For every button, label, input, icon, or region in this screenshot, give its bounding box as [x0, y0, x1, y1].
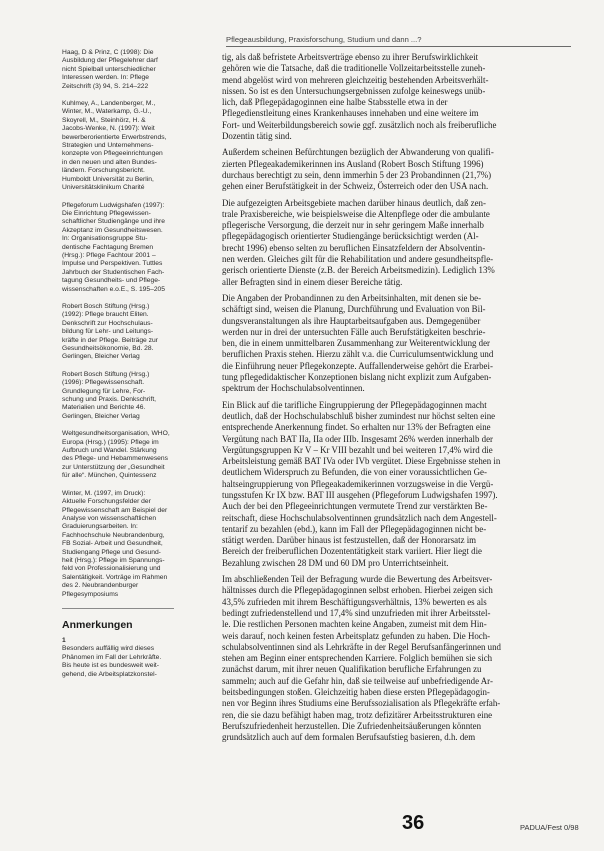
footnote	[62, 637, 192, 679]
paragraph	[222, 574, 574, 743]
text-line: wissenschaften e.o.E., S. 195–205	[62, 285, 165, 293]
text-line: feld von Professionalisierung und	[62, 565, 161, 573]
paragraph	[222, 52, 574, 142]
text-line: nen werden. Gleiches gilt für die Rehabilitation und andere gesundheitspfle-	[222, 254, 494, 265]
text-line: beitsbedingungen stoßen. Gleichzeitig haben diese ersten Pflegepädagogin-	[222, 687, 490, 698]
footnote-number: 1	[62, 636, 66, 644]
text-line: stätigt werden. Darüber hinaus ist festzustellen, daß der Honorarsatz im	[222, 535, 477, 546]
text-line: grundsätzlich auch auf dem formalen Berufsaufstieg basieren, d.h. dem	[222, 732, 476, 743]
text-line: Berufszufriedenheit herzustellen. Die Zufriedenheitsäußerungen könnten	[222, 720, 482, 731]
text-line: deutlich, daß der Hochschulabschluß bisher zumindest nur höchst selten eine	[222, 410, 496, 421]
text-line: ländern. Forschungsbericht.	[62, 167, 145, 175]
text-line: Im abschließenden Teil der Befragung wurde die Bewertung des Arbeitsver-	[222, 574, 493, 585]
text-line: pflegepädagogisch orientierter Studiengänge berücksichtigt werden (Al-	[222, 231, 479, 242]
text-line: Europa (Hrsg.) (1995): Pflege im	[62, 438, 159, 446]
text-line: Fort- und Weiterbildungsbereich sowie ggf. zusätzlich noch als freiberufliche	[222, 119, 497, 130]
text-line: 43,5% zufrieden mit ihrem Beschäftigungsverhältnis, 13% bewerten es als	[222, 596, 487, 607]
paragraph	[222, 198, 574, 288]
text-line: Ausbildung der Pflegelehrer darf	[62, 57, 158, 65]
text-line: ren, die sie dazu befähigt haben mag, trotz defizitärer Arbeitsstrukturen eine	[222, 709, 493, 720]
paragraph	[222, 293, 574, 395]
text-line: beruflichen Praxis stehen. Hierzu zählt v.a. die Curriculumsentwicklung und	[222, 349, 494, 360]
text-line: dentische Fachtagung Bremen	[62, 243, 154, 251]
text-line: Pflegeforum Ludwigshafen (1997):	[62, 201, 165, 209]
text-line: tungsstufen Kr IX bzw. BAT III ausgehen (Pflegeforum Ludwigshafen 1997).	[222, 489, 498, 500]
text-line: Gerlingen, Bleicher Verlag	[62, 412, 140, 420]
text-line: Robert Bosch Stiftung (Hrsg.)	[62, 302, 150, 310]
text-line: tung pflegedidaktischer Konzeptionen bislang nicht explizit zum Aufgaben-	[222, 372, 492, 383]
text-line: Interessen werden. In: Pflege	[62, 74, 149, 82]
reference-entry	[62, 430, 192, 480]
text-line: zierten Pflegeakademikerinnen ins Ausland (Robert Bosch Stiftung 1996)	[222, 158, 484, 169]
text-line: Pflegewissenschaft am Beispiel der	[62, 506, 168, 514]
footer-brand: PADUA/Fest 0/98	[520, 823, 579, 832]
text-line: Aufbruch und Wandel. Stärkung	[62, 447, 157, 455]
text-line: brecht 1996) ebenso selten zu beruflichen Einsatzfeldern der Absolventin-	[222, 242, 486, 253]
text-line: tig, als daß befristete Arbeitsverträge ebenso zu ihrer Berufswirklichkeit	[222, 52, 479, 62]
text-line: Denkschrift zur Hochschulaus-	[62, 319, 153, 327]
text-line: Dozentin tätig sind.	[222, 131, 292, 142]
text-line: des Pflege- und Hebammenwesens	[62, 455, 168, 463]
text-line: Die aufgezeigten Arbeitsgebiete machen darüber hinaus deutlich, daß zen-	[222, 197, 486, 208]
text-line: tentarif zu bezahlen (ebd.), kann im Fall der Pflegepädagoginnen nicht be-	[222, 523, 487, 534]
text-line: Universitätsklinikum Charité	[62, 184, 145, 192]
text-line: des 2. Neubrandenburger	[62, 582, 139, 590]
reference-entry	[62, 202, 192, 294]
text-line: werden nur in drei der untersuchten Fälle auch Berufstätigkeiten beschrie-	[222, 326, 486, 337]
text-line: die Einführung neuer Pflegekonzepte. Auffallenderweise gehört die Erarbei-	[222, 360, 493, 371]
text-line: Skoyrell, M., Steinhörz, H. &	[62, 116, 146, 124]
text-line: le. Die restlichen Personen machten keine Angaben, zumeist mit dem Hin-	[222, 619, 487, 630]
text-line: Grundlegung für Lehre, For-	[62, 387, 146, 395]
text-line: schulabsolventinnen sind als Lehrkräfte in der Regel Berufsanfängerinnen und	[222, 641, 501, 652]
text-line: Ein Blick auf die tarifliche Eingruppierung der Pflegepädagoginnen macht	[222, 399, 487, 410]
text-line: bewerberorientierte Erwerbstrends,	[62, 133, 167, 141]
text-line: spektrum der Hochschulabsolventinnen.	[222, 383, 365, 394]
text-line: haltseingruppierung von Pflegeakademikerinnen vorzugsweise in die Vergü-	[222, 478, 494, 489]
text-line: Zeitschrift (3) 94, S. 214–222	[62, 82, 149, 90]
text-line: reitschaft, diese Hochschulabsolventinnen grundsätzlich nach dem Angestell-	[222, 512, 497, 523]
page-number: 36	[402, 812, 425, 834]
text-line: deutlichem Widerspruch zu Befunden, die von einer voraussichtlichen Ge-	[222, 467, 487, 478]
text-line: In: Organisationsgruppe Stu-	[62, 235, 148, 243]
text-line: Impulse und Perspektiven. Tuttles	[62, 260, 163, 268]
text-line: Akzeptanz im Gesundheitswesen.	[62, 226, 163, 234]
text-line: Strategien und Unternehmens-	[62, 142, 154, 150]
text-line: Vergütung nach BAT IIa, IIa oder IIIb. Insgesamt 26% werden innerhalb der	[222, 433, 494, 444]
text-line: für alle“. München, Quintessenz	[62, 472, 157, 480]
text-line: stehen am Beginn einer entsprechenden Karriere. Folglich bemühen sie sich	[222, 653, 493, 664]
text-line: heit (Hrsg.): Pflege im Spannungs-	[62, 556, 165, 564]
text-line: gerisch orientierte Dienste (z.B. der Bereich Arbeitsmedizin). Lediglich 13%	[222, 265, 495, 276]
text-line: bildung für Lehr- und Leitungs-	[62, 328, 154, 336]
text-line: zunächst darum, mit ihrer neuen Qualifikation berufliche Erfahrungen zu	[222, 664, 482, 675]
notes-list	[62, 637, 192, 679]
reference-entry	[62, 371, 192, 421]
text-line: Aktuelle Forschungsfelder der	[62, 498, 151, 506]
notes-divider	[62, 608, 174, 609]
text-line: nen vor Beginn ihres Studiums eine Berufssozialisation als Pflegekräfte erfah-	[222, 698, 501, 709]
text-line: Materialien und Berichte 46.	[62, 404, 146, 412]
text-line: weis darauf, noch keinen festen Arbeitsplatz gefunden zu haben. Die Hoch-	[222, 630, 491, 641]
text-line: Studiengang Pflege und Gesund-	[62, 548, 161, 556]
main-text-column	[222, 52, 574, 806]
text-line: Die Einrichtung Pflegewissen-	[62, 209, 151, 217]
text-line: entsprechende Anerkennung findet. So erhalten nur 13% der Befragten eine	[222, 422, 491, 433]
text-line: aller Befragten sind in einem dieser Bereiche tätig.	[222, 276, 403, 287]
paragraph	[222, 400, 574, 569]
text-line: konzepte von Pflegeeinrichtungen	[62, 150, 163, 158]
text-line: mend abgelöst wird von mehreren gleichzeitig bestehenden Arbeitsverhält-	[222, 74, 489, 85]
text-line: FB Sozial- Arbeit und Gesundheit,	[62, 540, 163, 548]
text-line: Gerlingen, Bleicher Verlag	[62, 353, 140, 361]
text-line: Bezahlung zwischen 28 DM und 60 DM pro Unterrichtseinheit.	[222, 557, 449, 568]
text-line: Winter, M., Waterkamp, G.-U.,	[62, 108, 152, 116]
text-line: Die Angaben der Probandinnen zu den Arbeitsinhalten, mit denen sie be-	[222, 292, 482, 303]
text-line: Haag, D & Prinz, C (1998): Die	[62, 49, 154, 56]
text-line: hältnisses durch die Pflegepädagoginnen selbst erhoben. Hierbei zeigen sich	[222, 585, 493, 596]
reference-entry	[62, 100, 192, 192]
reference-entry	[62, 303, 192, 362]
text-line: Vergütungsgruppen Kr V – Kr VIII bezahlt und bei weiteren 17,4% wird die	[222, 444, 493, 455]
text-line: schung und Praxis. Denkschrift,	[62, 396, 157, 404]
text-line: Auch der bei den Pflegeeinrichtungen vermutete Trend zur verstärkten Be-	[222, 501, 488, 512]
header-rule	[226, 46, 571, 47]
running-header: Pflegeausbildung, Praxisforschung, Studium und dann ...?	[226, 35, 422, 44]
text-line: gehören wie die Tatsache, daß die traditionelle Vollzeitarbeitsstelle zuneh-	[222, 63, 486, 74]
text-line: Außerdem scheinen Befürchtungen bezüglich der Abwanderung von qualifi-	[222, 147, 494, 158]
text-line: schäftigt sind, weisen die Planung, Durchführung und Evaluation von Bil-	[222, 304, 486, 315]
text-line: schaftlicher Studiengänge und ihre	[62, 218, 165, 226]
body-text	[222, 52, 574, 744]
reference-entry	[62, 49, 192, 91]
text-line: Salentätigkeit. Vorträge im Rahmen	[62, 573, 168, 581]
text-line: sammeln; auch auf die Gefahr hin, daß sie teilweise auf unbefriedigende Ar-	[222, 675, 493, 686]
text-line: Besonders auffällig wird dieses	[62, 645, 155, 653]
text-line: Kuhlmey, A., Landenberger, M.,	[62, 100, 156, 108]
text-line: (1992): Pflege braucht Eliten.	[62, 311, 149, 319]
paragraph	[222, 147, 574, 192]
text-line: zur Unterstützung der „Gesundheit	[62, 463, 165, 471]
notes-heading: Anmerkungen	[62, 618, 133, 631]
text-line: Weltgesundheitsorganisation, WHO,	[62, 430, 170, 438]
text-line: Winter, M. (1997, im Druck):	[62, 489, 146, 497]
text-line: Gesundheitsökonomie, Bd. 28.	[62, 345, 154, 352]
text-line: gehend, die Arbeitsplatzkonstel-	[62, 670, 157, 678]
text-line: gehen einer Berufstätigkeit in der Schweiz, Österreich oder den USA nach.	[222, 181, 489, 192]
text-line: nissen. So ist es den Untersuchungsergebnissen zufolge keineswegs unüb-	[222, 85, 486, 96]
text-line: Jacobs-Wenke, N. (1997): Weit	[62, 125, 155, 133]
text-line: Fachhochschule Neubrandenburg,	[62, 531, 165, 539]
references-column	[62, 49, 192, 809]
text-line: ben, die in einem unmittelbaren Zusammenhang zur Weiterentwicklung der	[222, 338, 490, 349]
text-line: lich, daß Pflegepädagoginnen eine halbe Stabsstelle etwa in der	[222, 97, 448, 108]
text-line: Phänomen im Fall der Lehrkräfte.	[62, 653, 162, 661]
text-line: nicht Spielball unterschiedlicher	[62, 65, 156, 73]
reference-entry	[62, 490, 192, 599]
text-line: dungsveranstaltungen als ihre Hauptarbeitsaufgaben aus. Demgegenüber	[222, 315, 481, 326]
text-line: durchaus berechtigt zu sein, denn immerhin 5 der 23 Probandinnen (21,7%)	[222, 169, 492, 180]
text-line: Bereich der freiberuflichen Dozententätigkeit stark variiert. Hier liegt die	[222, 546, 482, 557]
text-line: Robert Bosch Stiftung (Hrsg.)	[62, 370, 150, 378]
reference-list	[62, 49, 192, 599]
text-line: Graduierungsarbeiten. In:	[62, 523, 138, 531]
text-line: Pflegesymposiums	[62, 590, 119, 598]
text-line: Humboldt Universität zu Berlin,	[62, 175, 154, 183]
text-line: bedingt zufriedenstellend und 17,4% sind unzufrieden mit ihrer Arbeitsstel-	[222, 607, 491, 618]
text-line: Pflegedienstleitung eines Krankenhauses innehaben und eine weitere im	[222, 108, 479, 119]
text-line: (Hrsg.): Pflege Fachtour 2001 –	[62, 251, 156, 259]
text-line: trale Praxisbereiche, wie beispielsweise die Altenpflege oder die ambulante	[222, 208, 490, 219]
text-line: Jahrbuch der Studentischen Fach-	[62, 268, 165, 276]
text-line: in den neuen und alten Bundes-	[62, 158, 157, 166]
text-line: pflegerische Versorgung, die derzeit nur in sehr geringem Maße innerhalb	[222, 220, 484, 231]
text-line: Bis heute ist es bundesweit weit-	[62, 662, 160, 670]
text-line: (1996): Pflegewissenschaft.	[62, 379, 145, 387]
text-line: kräfte in der Pflege. Beiträge zur	[62, 336, 158, 344]
text-line: tagung Gesundheits- und Pflege-	[62, 277, 161, 285]
text-line: Arbeitsleistung gemäß BAT IVa oder IVb vergütet. Diese Ergebnisse stehen in	[222, 456, 501, 467]
text-line: Analyse von wissenschaftlichen	[62, 514, 157, 522]
